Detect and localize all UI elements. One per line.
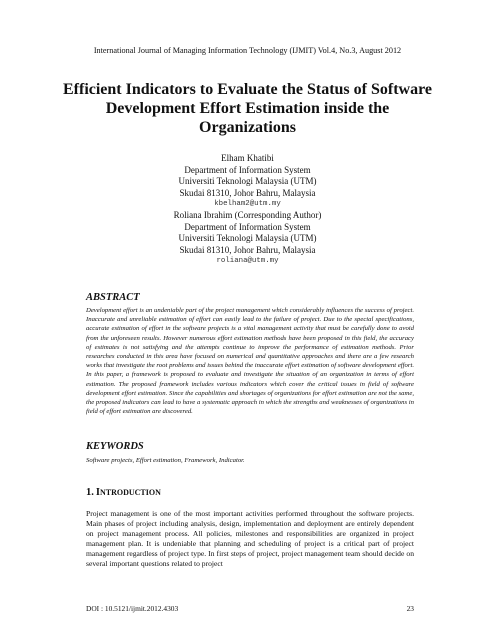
author-block-2 [0, 210, 495, 268]
introduction-heading [86, 487, 161, 498]
author-name: Elham Khatibi [221, 153, 274, 163]
author-address: Skudai 81310, Johor Bahru, Malaysia [179, 187, 316, 198]
heading-rest: NTRODUCTION [99, 488, 161, 497]
author-department: Department of Information System [184, 221, 311, 232]
author-address: Skudai 81310, Johor Bahru, Malaysia [179, 244, 316, 255]
author-university: Universiti Teknologi Malaysia (UTM) [178, 233, 317, 244]
abstract-text: Development effort is an undeniable part of the project management which considerably influences the success of project. Inaccurate and unreliable estimation of effort can easily lead to the failure of project. Due to the special specifications, accurate estimation of effort in the software projects is a vital management activity that must be carefully done to avoid from the unforeseen results. However numerous effort estimation methods have been proposed in this field, the accuracy of estimates is not satisfying and the attempts continue to improve the performance of estimation methods. Prior researches conducted in this area have focused on numerical and quantitative approaches and there are a few research works that investigate the root problems and issues behind the inaccurate effort estimation of software development effort. In this paper, a framework is proposed to evaluate and investigate the situation of an organization in terms of effort estimation. The proposed framework includes various indicators which cover the critical issues in field of software development effort estimation. Since the capabilities and shortages of organizations for effort estimation are not the same, the proposed indicators can lead to have a systematic approach in which the strengths and weaknesses of organizations in field of effort estimation are discovered. [86, 307, 414, 416]
heading-initial: I [95, 487, 100, 498]
author-department: Department of Information System [184, 164, 311, 175]
author-university: Universiti Teknologi Malaysia (UTM) [178, 176, 317, 187]
keywords-heading: KEYWORDS [86, 441, 144, 452]
page-number: 23 [406, 604, 414, 613]
journal-header: International Journal of Managing Information Technology (IJMIT) Vol.4, No.3, August 2012 [93, 46, 402, 55]
abstract-heading: ABSTRACT [86, 292, 140, 303]
section-number: 1. [86, 487, 94, 498]
keywords-text: Software projects, Effort estimation, Framework, Indicator. [86, 457, 245, 464]
introduction-text: Project management is one of the most important activities performed throughout the software projects. Main phases of project including analysis, design, implementation and deployment are entirely dependent on project management process. All policies, milestones and responsibilities are organized in project management plan. It is undeniable that planning and scheduling of project is a critical part of project management regardless of project type. In first steps of project, project management team should decide on several important questions related to project [86, 509, 414, 568]
author-block-1 [0, 153, 495, 211]
author-email[interactable]: roliana@utm.my [216, 257, 279, 266]
doi-footer[interactable]: DOI : 10.5121/ijmit.2012.4303 [86, 604, 179, 613]
paper-title: Efficient Indicators to Evaluate the Status of Software Development Effort Estimation inside the Organizations [62, 81, 432, 136]
author-email[interactable]: kbelham2@utm.my [214, 200, 281, 209]
author-name: Roliana Ibrahim (Corresponding Author) [173, 210, 322, 220]
